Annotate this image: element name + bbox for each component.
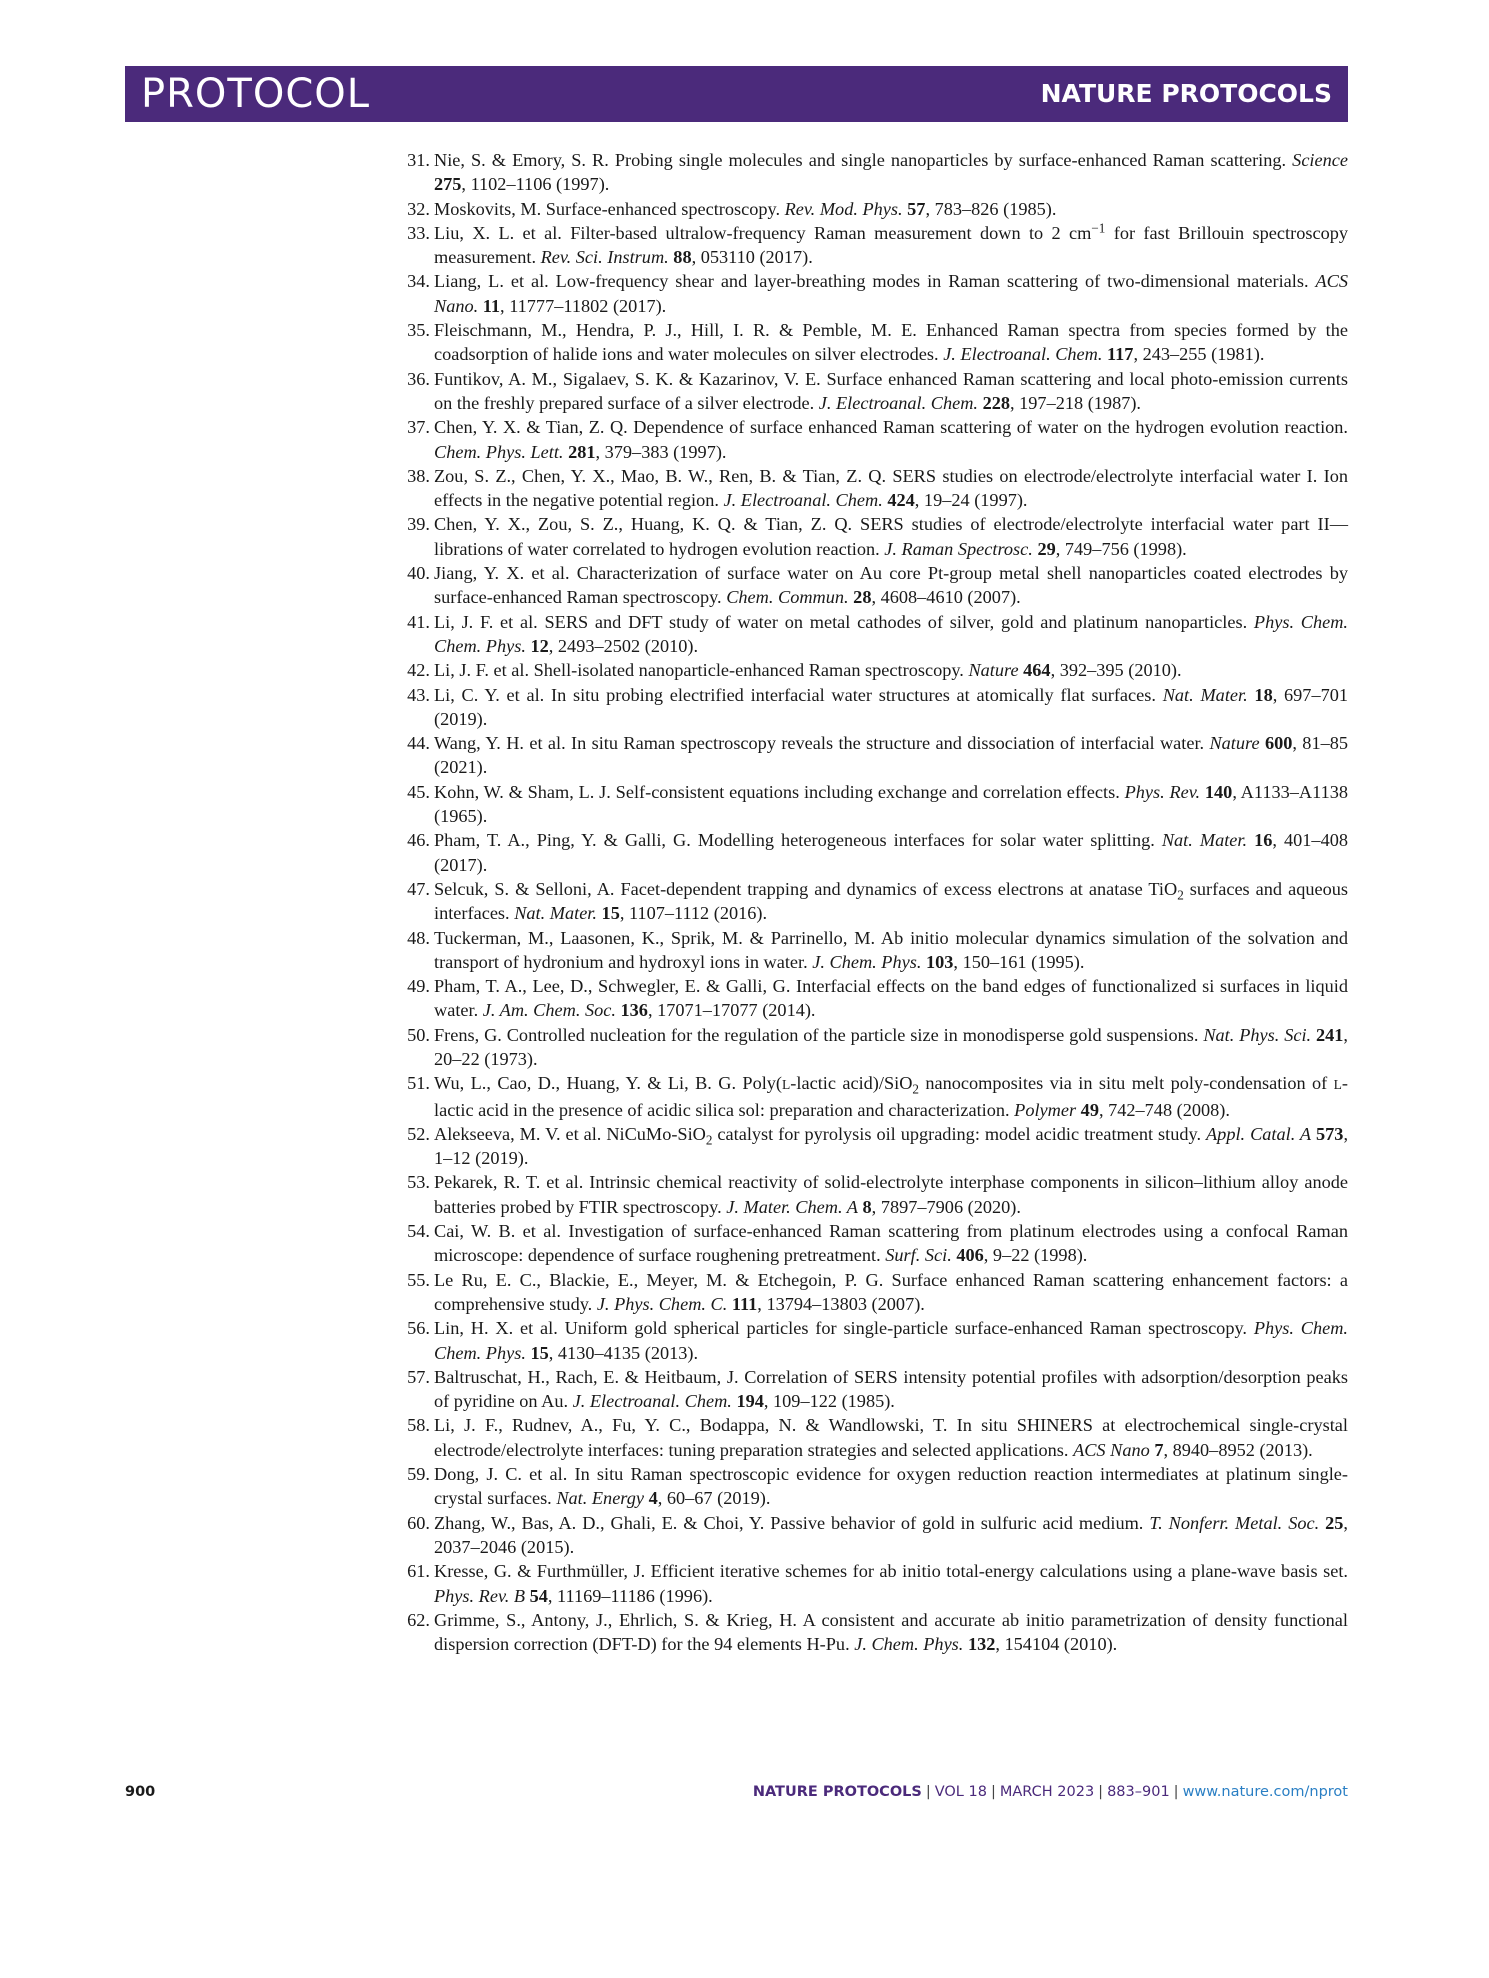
- reference-text: Chen, Y. X., Zou, S. Z., Huang, K. Q. & Tian, Z. Q. SERS studies of electrode/electrolyte interfacial water part II—librations of water correlated to hydrogen evolution reaction. J. Raman Spectrosc. 29, 749–756 (1998).: [434, 514, 1348, 559]
- reference-number: 57.: [407, 1366, 430, 1387]
- reference-number: 32.: [407, 198, 430, 219]
- reference-item: [385, 148, 1348, 197]
- section-title: PROTOCOL: [141, 71, 371, 117]
- reference-item: [385, 780, 1348, 829]
- reference-text: Lin, H. X. et al. Uniform gold spherical particles for single-particle surface-enhanced Raman spectroscopy. Phys. Chem. Chem. Phys. 15, 4130–4135 (2013).: [434, 1318, 1348, 1363]
- reference-number: 36.: [407, 368, 430, 389]
- reference-number: 34.: [407, 271, 430, 292]
- reference-number: 51.: [407, 1073, 430, 1094]
- reference-text: Chen, Y. X. & Tian, Z. Q. Dependence of surface enhanced Raman scattering of water on the hydrogen evolution reaction. Chem. Phys. Lett. 281, 379–383 (1997).: [434, 417, 1348, 462]
- reference-item: [385, 1608, 1348, 1657]
- reference-text: Dong, J. C. et al. In situ Raman spectroscopic evidence for oxygen reduction reaction intermediates at platinum single-crystal surfaces. Nat. Energy 4, 60–67 (2019).: [434, 1464, 1348, 1509]
- reference-item: [385, 512, 1348, 561]
- reference-number: 60.: [407, 1512, 430, 1533]
- footer-citation: [753, 1784, 1348, 1800]
- reference-item: [385, 367, 1348, 416]
- reference-item: [385, 464, 1348, 513]
- reference-text: Cai, W. B. et al. Investigation of surface-enhanced Raman scattering from platinum electrodes using a confocal Raman microscope: dependence of surface roughening pretreatment. Surf. Sci. 406, 9–22 (1998).: [434, 1221, 1348, 1266]
- reference-number: 55.: [407, 1269, 430, 1290]
- reference-number: 46.: [407, 830, 430, 851]
- reference-number: 41.: [407, 611, 430, 632]
- page-number: 900: [125, 1784, 156, 1800]
- reference-text: Wu, L., Cao, D., Huang, Y. & Li, B. G. Poly(L-lactic acid)/SiO$_2$ nanocomposites via in situ melt poly-condensation of L-lactic acid in the presence of acidic silica sol: preparation and characterization. Polymer 49, 742–748 (2008).: [434, 1073, 1348, 1120]
- reference-number: 33.: [407, 222, 430, 243]
- reference-text: Kresse, G. & Furthmüller, J. Efficient iterative schemes for ab initio total-energy calculations using a plane-wave basis set. Phys. Rev. B 54, 11169–11186 (1996).: [434, 1561, 1348, 1606]
- reference-text: Pham, T. A., Lee, D., Schwegler, E. & Galli, G. Interfacial effects on the band edges of functionalized si surfaces in liquid water. J. Am. Chem. Soc. 136, 17071–17077 (2014).: [434, 976, 1348, 1021]
- reference-text: Baltruschat, H., Rach, E. & Heitbaum, J. Correlation of SERS intensity potential profiles with adsorption/desorption peaks of pyridine on Au. J. Electroanal. Chem. 194, 109–122 (1985).: [434, 1366, 1348, 1412]
- footer-volume: VOL 18: [934, 1784, 987, 1800]
- reference-text: Funtikov, A. M., Sigalaev, S. K. & Kazarinov, V. E. Surface enhanced Raman scattering and local photo-emission currents on the freshly prepared surface of a silver electrode. J. Electroanal. Chem. 228, 197–218 (1987).: [434, 368, 1348, 413]
- reference-number: 54.: [407, 1221, 430, 1242]
- reference-item: [385, 561, 1348, 610]
- reference-item: [385, 1511, 1348, 1560]
- reference-number: 47.: [407, 878, 430, 899]
- reference-item: [385, 221, 1348, 270]
- reference-number: 43.: [407, 684, 430, 705]
- reference-item: [385, 1071, 1348, 1122]
- reference-item: [385, 731, 1348, 780]
- footer-journal: NATURE PROTOCOLS: [752, 1784, 922, 1800]
- reference-item: [385, 926, 1348, 975]
- reference-number: 45.: [407, 781, 430, 802]
- reference-text: Wang, Y. H. et al. In situ Raman spectroscopy reveals the structure and dissociation of interfacial water. Nature 600, 81–85 (2021).: [434, 733, 1349, 778]
- footer-separator: |: [925, 1784, 931, 1800]
- reference-text: Moskovits, M. Surface-enhanced spectroscopy. Rev. Mod. Phys. 57, 783–826 (1985).: [434, 198, 1057, 219]
- footer-url-link[interactable]: www.nature.com/nprot: [1182, 1784, 1348, 1800]
- journal-name: NATURE PROTOCOLS: [1040, 79, 1332, 108]
- reference-text: Liang, L. et al. Low-frequency shear and layer-breathing modes in Raman scattering of two-dimensional materials. ACS Nano. 11, 11777–11802 (2017).: [434, 271, 1348, 316]
- reference-text: Li, J. F. et al. SERS and DFT study of water on metal cathodes of silver, gold and platinum nanoparticles. Phys. Chem. Chem. Phys. 12, 2493–2502 (2010).: [434, 611, 1348, 656]
- reference-item: [385, 1268, 1348, 1317]
- footer-separator: |: [1173, 1784, 1179, 1800]
- reference-text: Selcuk, S. & Selloni, A. Facet-dependent trapping and dynamics of excess electrons at anatase TiO$_2$ surfaces and aqueous interfaces. Nat. Mater. 15, 1107–1112 (2016).: [434, 878, 1348, 924]
- reference-number: 50.: [407, 1024, 430, 1045]
- reference-number: 38.: [407, 465, 430, 486]
- reference-item: [385, 974, 1348, 1023]
- footer-pages: 883–901: [1107, 1784, 1170, 1800]
- reference-number: 49.: [407, 976, 430, 997]
- reference-number: 31.: [407, 150, 430, 170]
- reference-item: [385, 269, 1348, 318]
- reference-item: [385, 1023, 1348, 1072]
- reference-number: 48.: [407, 927, 430, 948]
- reference-item: [385, 1559, 1348, 1608]
- reference-text: Pham, T. A., Ping, Y. & Galli, G. Modelling heterogeneous interfaces for solar water splitting. Nat. Mater. 16, 401–408 (2017).: [434, 830, 1348, 875]
- reference-text: Zhang, W., Bas, A. D., Ghali, E. & Choi, Y. Passive behavior of gold in sulfuric acid medium. T. Nonferr. Metal. Soc. 25, 2037–2046 (2015).: [434, 1512, 1348, 1557]
- reference-text: Nie, S. & Emory, S. R. Probing single molecules and single nanoparticles by surface-enhanced Raman scattering. Science 275, 1102–1106 (1997).: [434, 150, 1348, 195]
- reference-item: [385, 877, 1348, 926]
- reference-text: Kohn, W. & Sham, L. J. Self-consistent equations including exchange and correlation effects. Phys. Rev. 140, A1133–A1138 (1965).: [434, 781, 1348, 827]
- reference-item: [385, 1170, 1348, 1219]
- reference-item: [385, 197, 1348, 221]
- reference-item: [385, 1413, 1348, 1462]
- reference-item: [385, 1365, 1348, 1414]
- footer-separator: |: [990, 1784, 996, 1800]
- footer-date: MARCH 2023: [999, 1784, 1095, 1800]
- reference-text: Zou, S. Z., Chen, Y. X., Mao, B. W., Ren, B. & Tian, Z. Q. SERS studies on electrode/electrolyte interfacial water I. Ion effects in the negative potential region. J. Electroanal. Chem. 424, 19–24 (1997).: [434, 465, 1348, 511]
- reference-number: 52.: [407, 1123, 430, 1144]
- reference-number: 58.: [407, 1415, 430, 1436]
- reference-text: Li, C. Y. et al. In situ probing electrified interfacial water structures at atomically flat surfaces. Nat. Mater. 18, 697–701 (2019).: [434, 684, 1349, 729]
- reference-text: Li, J. F., Rudnev, A., Fu, Y. C., Bodappa, N. & Wandlowski, T. In situ SHINERS at electrochemical single-crystal electrode/electrolyte interfaces: tuning preparation strategies and selected applications. ACS Nano 7, 8940–8952 (2013).: [434, 1415, 1348, 1460]
- reference-text: Jiang, Y. X. et al. Characterization of surface water on Au core Pt-group metal shell nanoparticles coated electrodes by surface-enhanced Raman spectroscopy. Chem. Commun. 28, 4608–4610 (2007).: [434, 563, 1348, 608]
- reference-number: 53.: [407, 1172, 430, 1193]
- reference-number: 61.: [407, 1561, 430, 1582]
- reference-list: [385, 148, 1348, 1656]
- reference-item: [385, 658, 1348, 682]
- reference-number: 62.: [407, 1609, 430, 1630]
- reference-text: Pekarek, R. T. et al. Intrinsic chemical reactivity of solid-electrolyte interphase components in silicon–lithium alloy anode batteries probed by FTIR spectroscopy. J. Mater. Chem. A 8, 7897–7906 (2020).: [434, 1172, 1348, 1217]
- reference-item: [385, 828, 1348, 877]
- reference-text: Grimme, S., Antony, J., Ehrlich, S. & Krieg, H. A consistent and accurate ab initio parametrization of density functional dispersion correction (DFT-D) for the 94 elements H-Pu. J. Chem. Phys. 132, 154104 (2010).: [434, 1609, 1348, 1655]
- reference-text: Fleischmann, M., Hendra, P. J., Hill, I. R. & Pemble, M. E. Enhanced Raman spectra from species formed by the coadsorption of halide ions and water molecules on silver electrodes. J. Electroanal. Chem. 117, 243–255 (1981).: [434, 320, 1348, 365]
- reference-item: [385, 1122, 1348, 1171]
- reference-text: Alekseeva, M. V. et al. NiCuMo-SiO$_2$ catalyst for pyrolysis oil upgrading: model acidic treatment study. Appl. Catal. A 573, 1–12 (2019).: [434, 1123, 1349, 1169]
- reference-text: Liu, X. L. et al. Filter-based ultralow-frequency Raman measurement down to 2 $cm^{-1}$ for fast Brillouin spectroscopy measurement. Rev. Sci. Instrum. 88, 053110 (2017).: [434, 220, 1348, 268]
- reference-number: 37.: [407, 417, 430, 438]
- reference-number: 42.: [407, 660, 430, 681]
- reference-number: 56.: [407, 1318, 430, 1339]
- reference-number: 40.: [407, 563, 430, 584]
- reference-item: [385, 1219, 1348, 1268]
- reference-number: 44.: [407, 733, 430, 754]
- footer-separator: |: [1098, 1784, 1104, 1800]
- reference-item: [385, 1462, 1348, 1511]
- reference-item: [385, 415, 1348, 464]
- reference-text: Tuckerman, M., Laasonen, K., Sprik, M. & Parrinello, M. Ab initio molecular dynamics simulation of the solvation and transport of hydronium and hydroxyl ions in water. J. Chem. Phys. 103, 150–161 (1995).: [434, 927, 1348, 972]
- reference-item: [385, 1316, 1348, 1365]
- reference-item: [385, 610, 1348, 659]
- reference-number: 39.: [407, 514, 430, 535]
- reference-text: Le Ru, E. C., Blackie, E., Meyer, M. & Etchegoin, P. G. Surface enhanced Raman scattering enhancement factors: a comprehensive study. J. Phys. Chem. C. 111, 13794–13803 (2007).: [434, 1269, 1348, 1314]
- reference-item: [385, 318, 1348, 367]
- reference-number: 59.: [407, 1464, 430, 1485]
- reference-item: [385, 683, 1348, 732]
- reference-number: 35.: [407, 320, 430, 341]
- page-header: [125, 66, 1348, 122]
- reference-text: Li, J. F. et al. Shell-isolated nanoparticle-enhanced Raman spectroscopy. Nature 464, 392–395 (2010).: [434, 660, 1182, 681]
- reference-text: Frens, G. Controlled nucleation for the regulation of the particle size in monodisperse gold suspensions. Nat. Phys. Sci. 241, 20–22 (1973).: [434, 1024, 1348, 1069]
